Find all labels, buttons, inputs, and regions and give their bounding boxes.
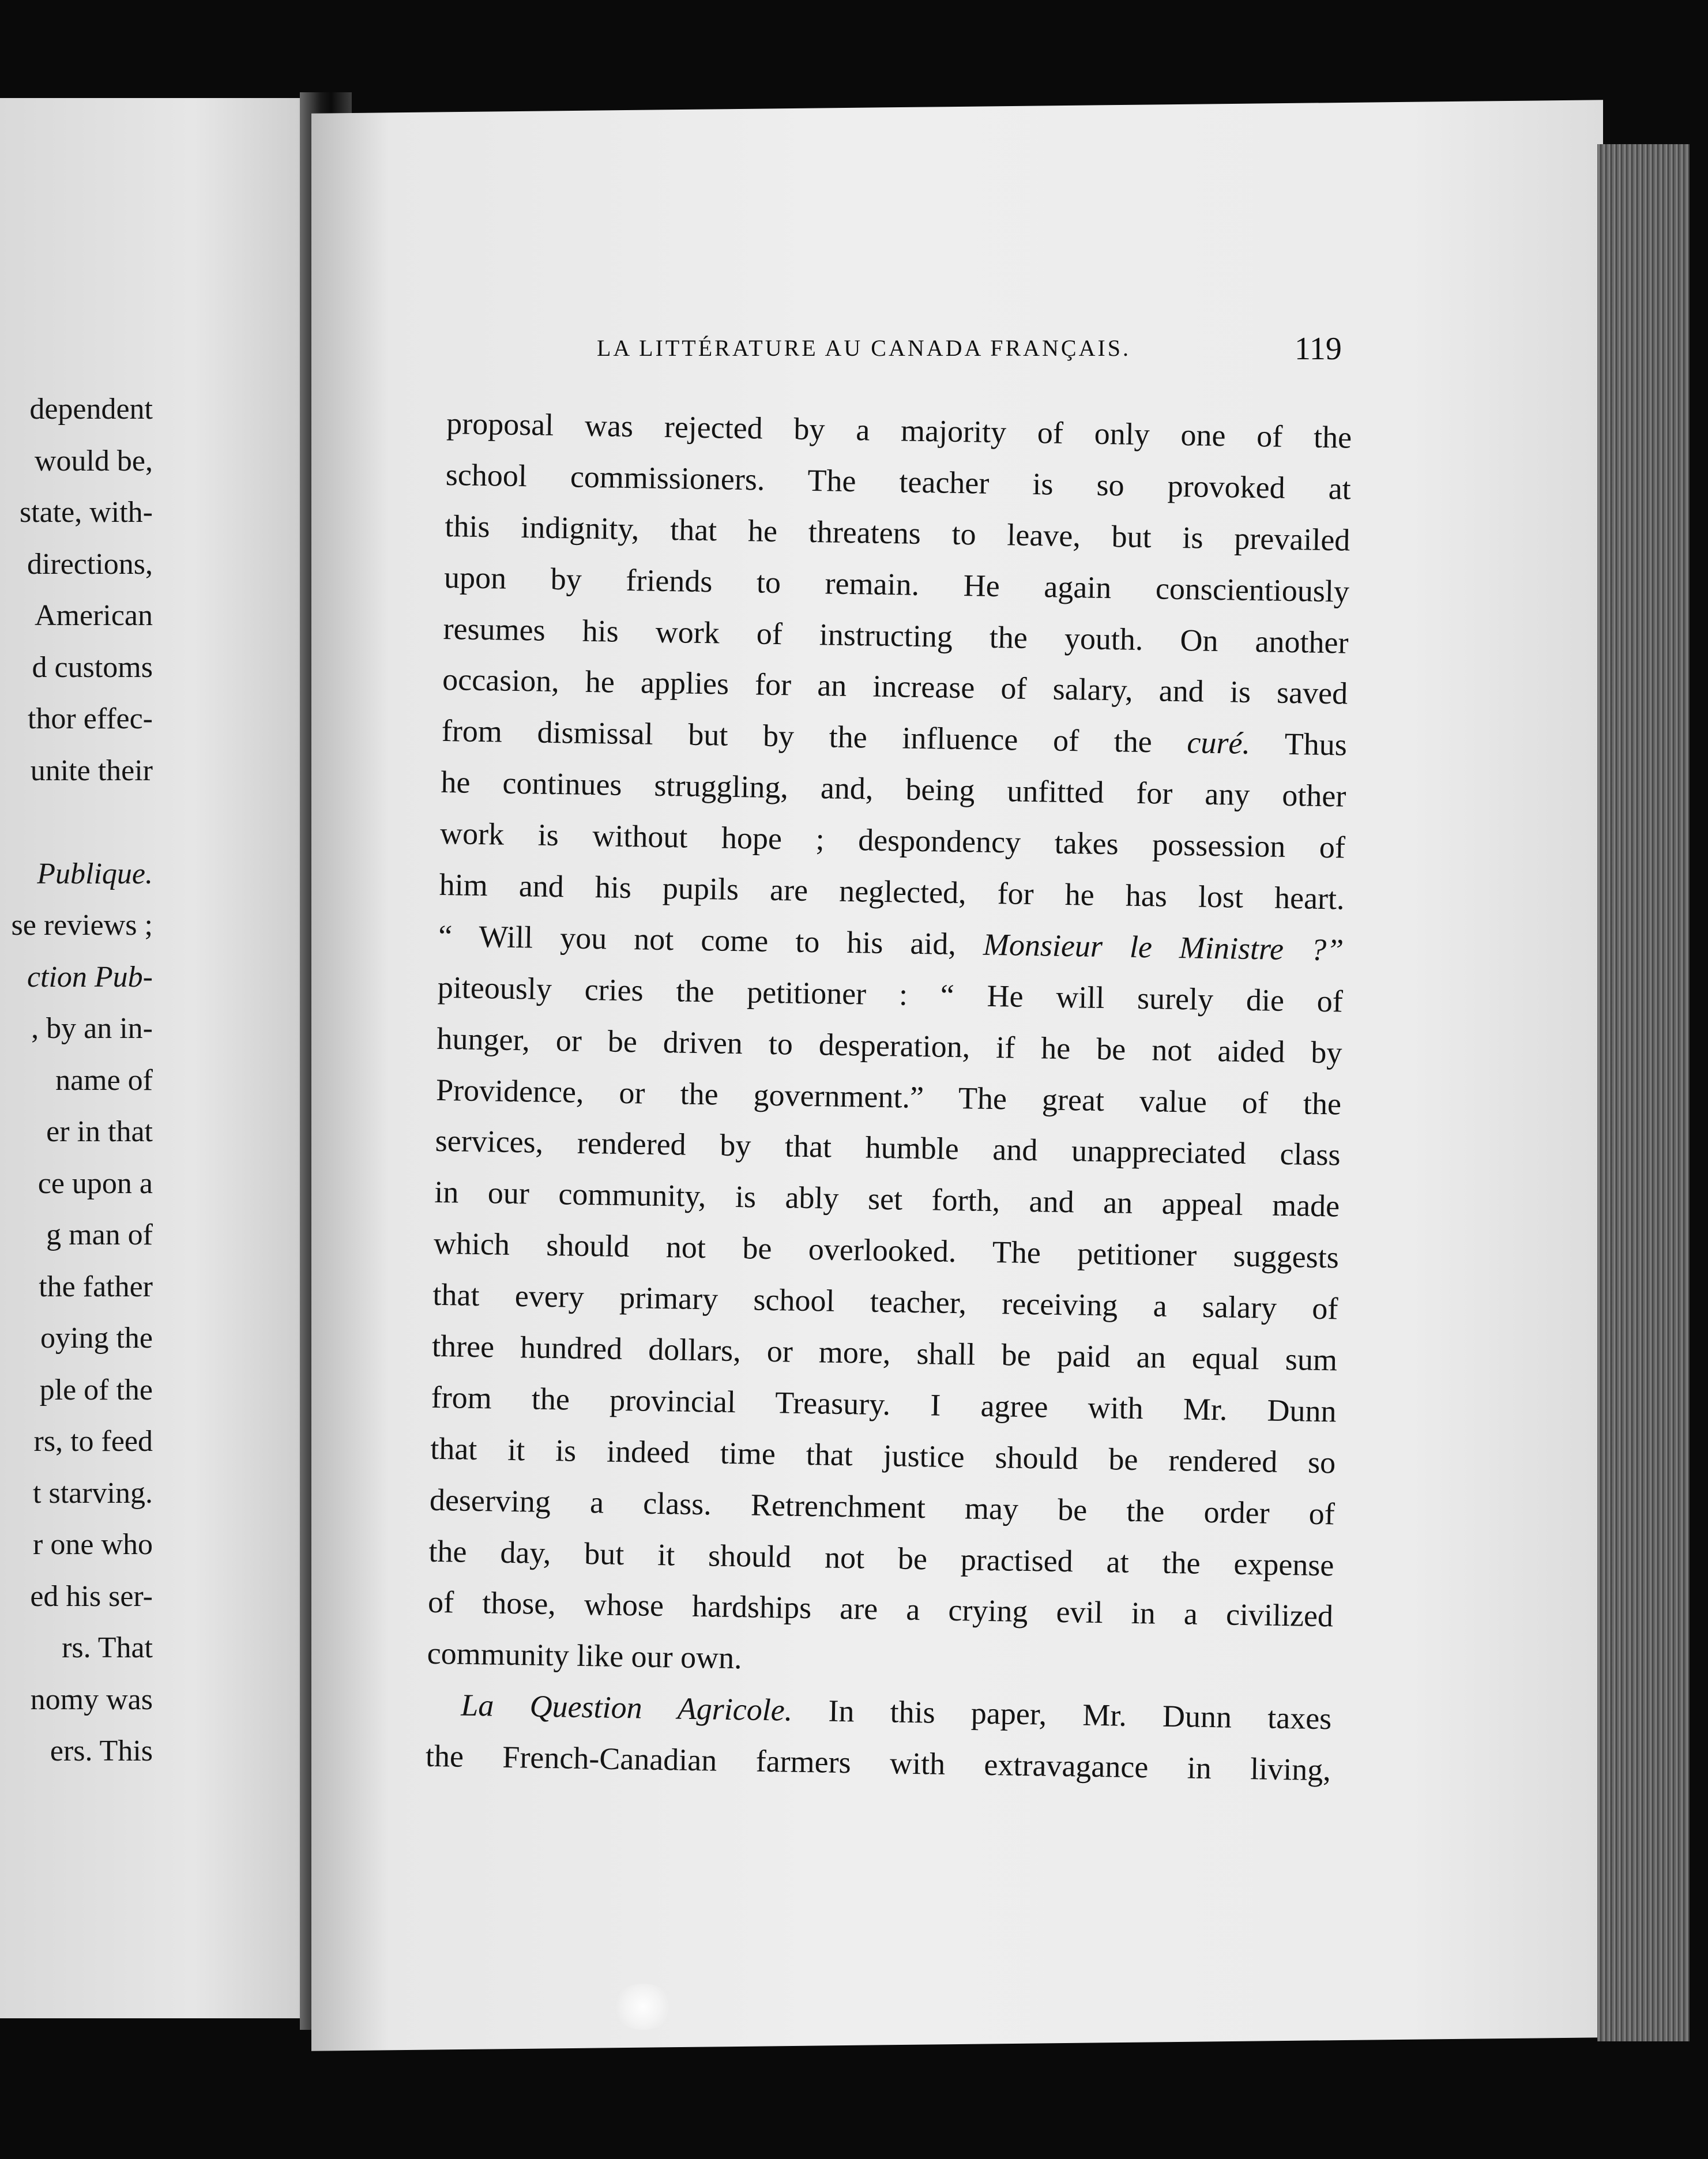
text-line: of those, whose hardships are a crying evil in a civilized [427, 1585, 1334, 1634]
text-line [0, 796, 153, 848]
text-line: state, with- [19, 496, 153, 529]
text-line: the day, but it should not be practised at the expense [428, 1533, 1334, 1583]
text-line: ction Pub- [27, 960, 153, 994]
text-line: t starving. [33, 1476, 153, 1510]
line-text: Thus [1284, 727, 1348, 762]
text-line: ed his ser- [30, 1579, 153, 1613]
text-line: from the provincial Treasury. I agree with Mr. Dunn [431, 1379, 1337, 1429]
body-text [425, 398, 1352, 1796]
section-title: La Question Agricole. [460, 1687, 793, 1728]
text-line: that it is indeed time that justice should be rendered so [430, 1431, 1336, 1480]
text-line: piteously cries the petitioner : “ He will surely die of [437, 969, 1344, 1019]
text-line: occasion, he applies for an increase of salary, and is saved [442, 662, 1348, 712]
page-number: 119 [1295, 331, 1342, 367]
text-line: the father [39, 1270, 153, 1303]
text-line: proposal was rejected by a majority of only one of the [446, 405, 1352, 455]
text-line: nomy was [30, 1683, 153, 1716]
text-line: ple of the [39, 1373, 153, 1406]
text-line: d customs [32, 650, 153, 684]
running-head: LA LITTÉRATURE AU CANADA FRANÇAIS. [597, 335, 1131, 361]
light-smudge [611, 1984, 675, 2030]
text-line: that every primary school teacher, receiving a salary of [432, 1277, 1338, 1326]
text-line: g man of [46, 1218, 153, 1251]
text-line: directions, [27, 547, 153, 581]
text-line: unite their [30, 754, 153, 787]
text-line: which should not be overlooked. The petitioner suggests [433, 1226, 1340, 1275]
text-line: this indignity, that he threatens to leave, but is prevailed [445, 508, 1350, 558]
text-line: se reviews ; [11, 909, 153, 942]
line-text: from dismissal but by the influence of the [441, 713, 1153, 759]
text-line: in our community, is ably set forth, and an appeal made [434, 1175, 1340, 1224]
text-line: ce upon a [37, 1167, 153, 1200]
text-line: er in that [46, 1115, 153, 1148]
text-line: rs. That [62, 1631, 153, 1664]
text-line: school commissioners. The teacher is so provoked at [445, 457, 1352, 506]
text-line: dependent [29, 393, 153, 426]
text-line: American [34, 599, 153, 632]
left-page-text [0, 383, 153, 1777]
italic-phrase: Monsieur le Ministre ?” [983, 927, 1344, 968]
page-edge [1597, 144, 1690, 2041]
text-line: he continues struggling, and, being unfitted for any other [441, 765, 1346, 814]
text-line: Providence, or the government.” The great value of the [435, 1072, 1342, 1122]
text-line: name of [55, 1063, 153, 1097]
text-line: upon by friends to remain. He again conscientiously [443, 559, 1350, 609]
text-line: r one who [33, 1528, 153, 1561]
text-line: work is without hope ; despondency takes possession of [439, 816, 1346, 865]
text-line: deserving a class. Retrenchment may be the order of [429, 1482, 1335, 1532]
text-line: oying the [40, 1322, 153, 1355]
left-page [0, 98, 323, 2018]
text-line: , by an in- [31, 1012, 153, 1045]
italic-word: curé. [1187, 725, 1251, 761]
text-line: hunger, or be driven to desperation, if he be not aided by [437, 1021, 1342, 1070]
text-line: Publique. [37, 857, 153, 890]
text-line: the French-Canadian farmers with extravagance in living, [425, 1738, 1331, 1788]
text-line: three hundred dollars, or more, shall be paid an equal sum [431, 1328, 1338, 1378]
text-line: thor effec- [27, 702, 153, 735]
text-line: him and his pupils are neglected, for he has lost heart. [439, 867, 1345, 916]
text-line: services, rendered by that humble and unappreciated class [435, 1123, 1341, 1172]
line-text: In this paper, Mr. Dunn taxes [828, 1693, 1332, 1736]
line-text: “ Will you not come to his aid, [438, 918, 957, 961]
text-line: community like our own. [427, 1636, 743, 1676]
text-line: would be, [34, 444, 153, 477]
text-line: ers. This [50, 1735, 153, 1767]
text-line: rs, to feed [33, 1425, 153, 1458]
text-line: resumes his work of instructing the youth. On another [443, 611, 1349, 660]
